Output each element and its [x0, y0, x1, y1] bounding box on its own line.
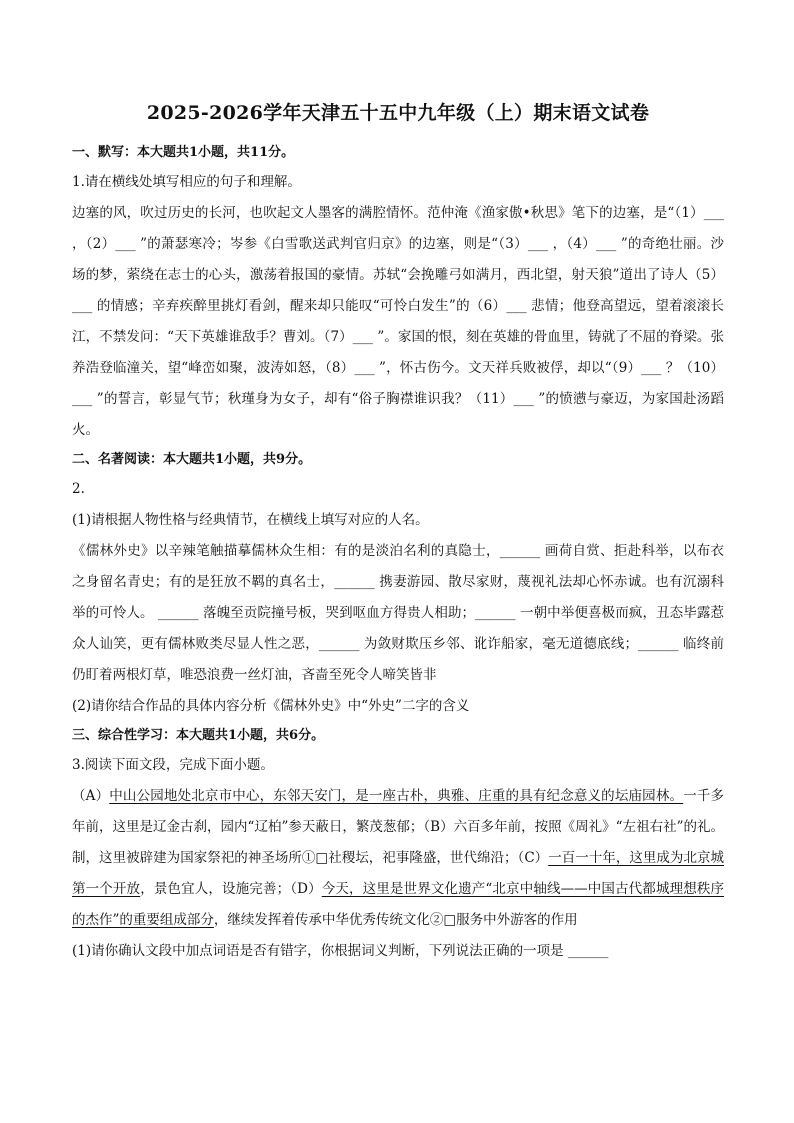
question-3-part-1: (1)请你确认文段中加点词语是否有错字，你根据词义判断，下列说法正确的一项是 ______ — [72, 943, 609, 959]
section-heading-3: 三、综合性学习：本大题共1小题，共6分。 — [72, 728, 325, 743]
exam-page — [72, 98, 724, 967]
passage-text-end: ，继续发挥着传承中华优秀传统文化②□服务中外游客的作用 — [213, 912, 578, 928]
passage-underlined-c: 一百一十年，这里成为北京城第一个开放 — [72, 850, 724, 897]
exam-title: 2025-2026学年天津五十五中九年级（上）期末语文试卷 — [146, 102, 650, 124]
passage-text-b: 一千多年前，这里是辽金古刹，园内“辽柏”参天蔽日，繁茂葱郁；（B）六百多年前，按照《周礼》“左祖右社”的礼。制，这里被辟建为国家祭祀的神圣场所①□社稷坛，祀事隆盛，世代绵沿；（C） — [72, 788, 725, 866]
question-2-part-1: (1)请根据人物性格与经典情节，在横线上填写对应的人名。 — [72, 512, 429, 528]
section-heading-1: 一、默写：本大题共1小题，共11分。 — [72, 145, 295, 160]
question-2-part-2: (2)请你结合作品的具体内容分析《儒林外史》中“外史”二字的含义 — [72, 698, 470, 714]
passage-label-a: （A） — [72, 788, 110, 804]
question-2-body: 《儒林外史》以辛辣笔触描摹儒林众生相：有的是淡泊名利的真隐士，______ 画荷自赏、拒赴科举，以布衣之身留名青史；有的是狂放不羁的真名士，______ 携妻游园、散尽家财，蔑视礼法却心怀赤诚。也有沉溺科举的可怜人。 ______ 落魄至贡院撞号板，哭到呕血方得贵人相助；______ 一朝中举便喜极而疯，丑态毕露惹众人讪笑，更有儒林败类尽显人性之恶，______ 为敛财欺压乡邻、讹诈船家，毫无道德底线；______ 临终前仍盯着两根灯草，唯恐浪费一丝灯油，吝啬至死令人啼笑皆非 — [72, 543, 724, 683]
section-heading-2: 二、名著阅读：本大题共1小题，共9分。 — [72, 452, 312, 467]
question-2-number: 2. — [72, 481, 85, 497]
passage-text-mid: ，景色宜人，设施完善；（D） — [140, 881, 322, 897]
question-3-passage — [72, 781, 724, 936]
passage-underlined-d: 今天，这里是世界文化遗产“北京中轴线——中国古代都城理想秩序的杰作”的重要组成部分 — [72, 881, 725, 928]
question-3-stem: 3.阅读下面文段，完成下面小题。 — [72, 757, 274, 773]
passage-underlined-a: 中山公园地处北京市中心，东邻天安门，是一座古朴，典雅、庄重的具有纪念意义的坛庙园林。 — [109, 788, 684, 804]
question-1-stem: 1.请在横线处填写相应的句子和理解。 — [72, 174, 301, 190]
question-1-body: 边塞的风，吹过历史的长河，也吹起文人墨客的满腔情怀。范仲淹《渔家傲•秋思》笔下的边塞，是“（1）___ ，（2）___ ”的萧瑟寒冷；岑参《白雪歌送武判官归京》的边塞，则是“（3）___ ，（4）___ ”的奇绝壮丽。沙场的梦，萦绕在志士的心头，激荡着报国的豪情。苏轼“会挽雕弓如满月，西北望，射天狼”道出了诗人（5）___ 的情感；辛弃疾醉里挑灯看剑，醒来却只能叹“可怜白发生”的（6）___ 悲情；他登高望远，望着滚滚长江，不禁发问：“天下英雄谁敌手？曹刘。（7）___ ”。家国的恨，刻在英雄的骨血里，铸就了不屈的脊梁。张养浩登临潼关，望“峰峦如聚，波涛如怒，（8）___ ”，怀古伤今。文天祥兵败被俘，却以“（9）___ ？（10）___ ”的誓言，彰显气节；秋瑾身为女子，却有“俗子胸襟谁识我？（11）___ ”的愤懑与豪迈，为家国赴汤蹈火。 — [72, 205, 724, 438]
